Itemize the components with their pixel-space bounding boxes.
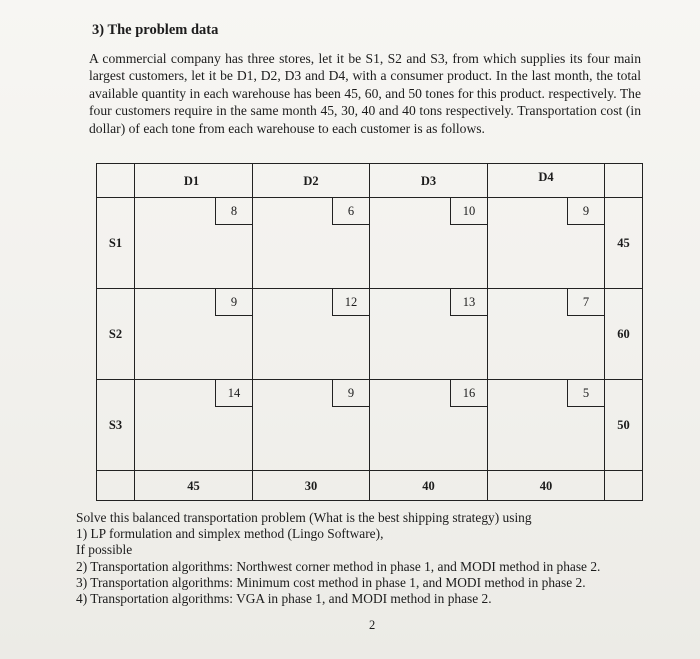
cost-cell [135, 380, 253, 471]
cost-value: 7 [567, 289, 604, 316]
cost-cell [488, 380, 605, 471]
supply-cell [605, 289, 643, 380]
demand-value: 40 [422, 478, 435, 493]
source-cell [97, 380, 135, 471]
supply-value: 45 [617, 236, 630, 250]
table-row-s1 [97, 198, 643, 289]
demand-cell [488, 471, 605, 501]
task-item-3: 3) Transportation algorithms: Minimum cost method in phase 1, and MODI method in phase 2. [76, 574, 586, 590]
cost-value: 13 [450, 289, 487, 316]
dest-label: D1 [183, 173, 200, 188]
cost-value: 9 [332, 380, 369, 407]
cost-value: 10 [450, 198, 487, 225]
task-item-1: 1) LP formulation and simplex method (Lingo Software), [76, 526, 384, 542]
demand-cell [253, 471, 370, 501]
transportation-table [96, 163, 643, 501]
source-label: S3 [108, 418, 123, 432]
dest-header-d4 [488, 164, 605, 198]
cost-value: 14 [215, 380, 252, 407]
demand-value: 30 [304, 478, 318, 493]
demand-row [97, 471, 643, 501]
cost-value: 12 [332, 289, 369, 316]
dest-label: D2 [303, 173, 319, 188]
cost-cell [488, 198, 605, 289]
supply-header-cell [605, 164, 643, 198]
cost-cell [370, 198, 488, 289]
supply-value: 50 [617, 418, 630, 432]
dest-header-d1 [135, 164, 253, 198]
source-label: S2 [108, 327, 123, 341]
table-row-s2 [97, 289, 643, 380]
task-item-4: 4) Transportation algorithms: VGA in phase 1, and MODI method in phase 2. [76, 591, 492, 607]
problem-paragraph: A commercial company has three stores, let it be S1, S2 and S3, from which supplies its four main largest customers, let it be D1, D2, D3 and D4, with a consumer product. In the last month, the total available quantity in each warehouse has been 45, 60, and 50 tones for this product. respectively. The four customers require in the same month 45, 30, 40 and 40 tons respectively. Transportation cost (in dollar) of each tone from each warehouse to each customer is as follows. [89, 51, 641, 136]
section-heading: 3) The problem data [92, 22, 219, 38]
demand-value: 40 [539, 478, 553, 493]
source-cell [97, 289, 135, 380]
cost-value: 5 [567, 380, 604, 407]
supply-value: 60 [617, 327, 630, 341]
supply-cell [605, 380, 643, 471]
task-item-2: 2) Transportation algorithms: Northwest corner method in phase 1, and MODI method in phase 2. [76, 558, 601, 574]
task-note: If possible [76, 542, 133, 558]
demand-corner-cell [97, 471, 135, 501]
source-cell [97, 198, 135, 289]
cost-cell [370, 380, 488, 471]
total-cell [605, 471, 643, 501]
cost-cell [253, 198, 370, 289]
cost-cell [253, 289, 370, 380]
task-intro: Solve this balanced transportation problem (What is the best shipping strategy) using [76, 510, 532, 525]
cost-value: 8 [215, 198, 252, 225]
cost-cell [488, 289, 605, 380]
cost-cell [135, 198, 253, 289]
dest-label: D4 [538, 169, 554, 184]
table-header-row [97, 164, 643, 198]
cost-value: 9 [215, 289, 252, 316]
demand-cell [370, 471, 488, 501]
dest-header-d2 [253, 164, 370, 198]
task-list [76, 510, 676, 607]
source-label: S1 [108, 236, 123, 250]
demand-value: 45 [187, 478, 200, 493]
cost-cell [135, 289, 253, 380]
dest-header-d3 [370, 164, 488, 198]
corner-cell [97, 164, 135, 198]
demand-cell [135, 471, 253, 501]
cost-cell [253, 380, 370, 471]
cost-cell [370, 289, 488, 380]
page-number: 2 [369, 618, 376, 632]
cost-value: 16 [450, 380, 487, 407]
supply-cell [605, 198, 643, 289]
cost-value: 9 [567, 198, 604, 225]
table-row-s3 [97, 380, 643, 471]
cost-value: 6 [332, 198, 369, 225]
dest-label: D3 [420, 173, 437, 188]
